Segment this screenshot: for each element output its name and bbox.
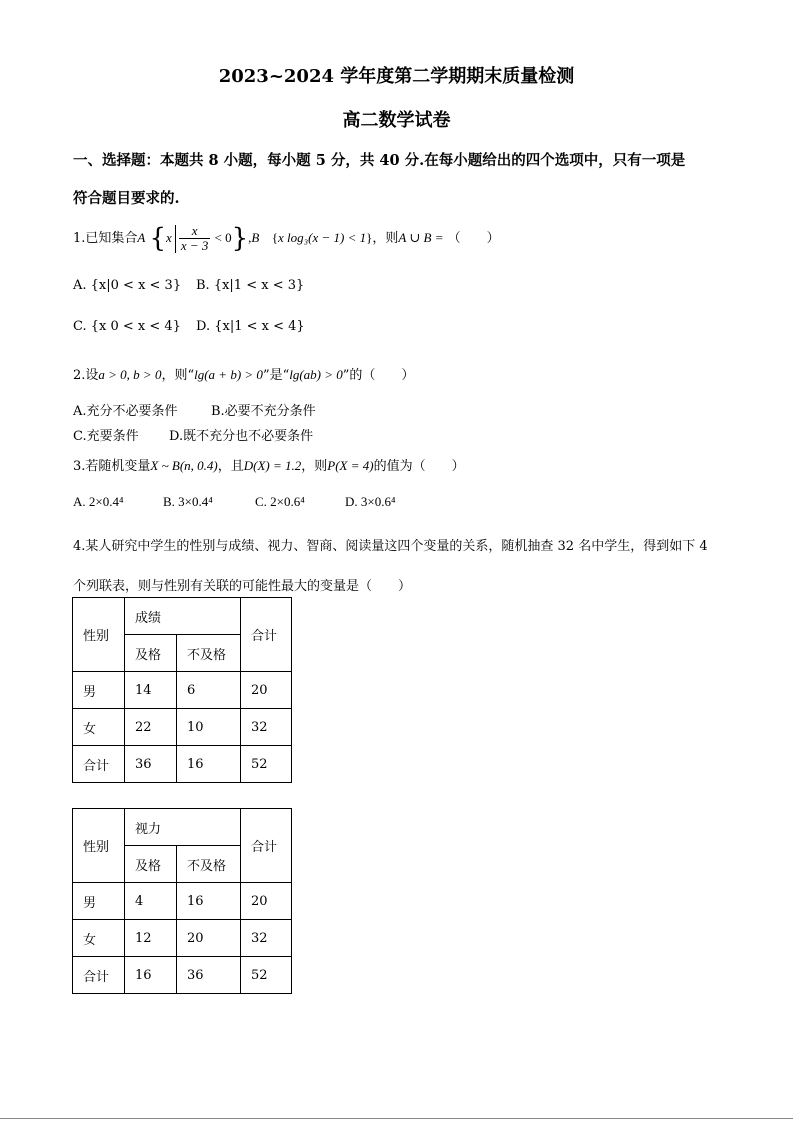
q3-option-a: A. 2×0.4⁴ xyxy=(73,494,124,509)
table2-row-label: 合计 xyxy=(73,957,125,994)
q1-option-c: C. {x 0 < x < 4} xyxy=(73,319,181,334)
table1-sub-pass: 及格 xyxy=(125,635,177,672)
table-row xyxy=(73,883,292,920)
contingency-table-vision xyxy=(72,808,292,994)
question-4-line2: 个列联表，则与性别有关联的可能性最大的变量是（ ） xyxy=(73,579,412,594)
q2-option-b: B.必要不充分条件 xyxy=(211,404,316,419)
q1-fraction xyxy=(179,224,211,254)
q2-p1: lg(a + b) > 0 xyxy=(194,367,263,382)
table1-row-label: 女 xyxy=(73,709,125,746)
table2-row-label: 男 xyxy=(73,883,125,920)
q3-mid2: ，则 xyxy=(301,459,328,474)
q1-set-a-name: A xyxy=(137,230,146,245)
question-3 xyxy=(73,455,465,474)
table1-cell: 36 xyxy=(125,746,177,783)
q2-prefix: 2.设 xyxy=(73,368,99,383)
set-bar-icon xyxy=(175,225,176,253)
table2-cell: 20 xyxy=(241,883,292,920)
table2-cell: 36 xyxy=(177,957,241,994)
table1-cell: 10 xyxy=(177,709,241,746)
table-row xyxy=(73,957,292,994)
q2-mid1: ，则“ xyxy=(161,368,195,383)
table2-cell: 16 xyxy=(177,883,241,920)
q1-frac-num: x xyxy=(179,224,211,239)
q3-var: D(X) = 1.2 xyxy=(243,458,302,473)
question-2 xyxy=(73,364,414,383)
table1-cell: 6 xyxy=(177,672,241,709)
table1-cell: 16 xyxy=(177,746,241,783)
q3-mid1: ，且 xyxy=(217,459,244,474)
table2-cell: 20 xyxy=(177,920,241,957)
q1-option-d: D. {x|1 < x < 4} xyxy=(196,319,305,334)
table2-corner: 性别 xyxy=(73,809,125,883)
q1-set-b-name: B xyxy=(251,230,260,245)
q2-cond: a > 0, b > 0 xyxy=(98,367,162,382)
table2-group-header: 视力 xyxy=(125,809,241,846)
q1-frac-den: x − 3 xyxy=(180,238,209,253)
table2-total-header: 合计 xyxy=(241,809,292,883)
q3-dist: X ~ B(n, 0.4) xyxy=(150,458,218,473)
q1-blank: （ ） xyxy=(447,231,500,246)
table2-cell: 4 xyxy=(125,883,177,920)
table2-cell: 12 xyxy=(125,920,177,957)
page-bottom-divider xyxy=(0,1118,793,1119)
section-heading-line2: 符合题目要求的. xyxy=(73,190,180,207)
table-row xyxy=(73,746,292,783)
q2-p2: lg(ab) > 0 xyxy=(289,367,343,382)
table2-sub-pass: 及格 xyxy=(125,846,177,883)
left-brace-icon: { xyxy=(149,223,167,254)
q1-set-b-cond: x log₃(x − 1) < 1 xyxy=(278,230,367,245)
table2-cell: 16 xyxy=(125,957,177,994)
q2-tail: ”的（ ） xyxy=(342,368,415,383)
q1-expr: A ∪ B = xyxy=(398,230,444,245)
table1-sub-fail: 不及格 xyxy=(177,635,241,672)
q2-option-a: A.充分不必要条件 xyxy=(73,404,178,419)
q3-tail: 的值为（ ） xyxy=(373,459,465,474)
table1-cell: 32 xyxy=(241,709,292,746)
question-4-line1: 4.某人研究中学生的性别与成绩、视力、智商、阅读量这四个变量的关系，随机抽查 32 名中学生，得到如下 4 xyxy=(73,539,708,554)
table1-total-header: 合计 xyxy=(241,598,292,672)
q3-option-c: C. 2×0.6⁴ xyxy=(255,494,305,509)
q2-mid2: ”是“ xyxy=(262,368,290,383)
q1-set-a-var: x xyxy=(166,230,172,245)
question-1: 1.已知集合A {x $\frac{x}{x - 3}$ < 0},B {x log₃(x − 1) < 1}，则A ∪ B = （ ） xyxy=(73,222,500,254)
q2-option-c: C.充要条件 xyxy=(73,429,139,444)
page-subtitle: 高二数学试卷 xyxy=(342,110,451,131)
table1-row-label: 合计 xyxy=(73,746,125,783)
table2-sub-fail: 不及格 xyxy=(177,846,241,883)
q3-option-b: B. 3×0.4⁴ xyxy=(163,494,213,509)
contingency-table-score xyxy=(72,597,292,783)
table1-cell: 52 xyxy=(241,746,292,783)
q1-prefix: 1.已知集合 xyxy=(73,231,138,246)
right-brace-icon: } xyxy=(231,223,249,254)
table-row xyxy=(73,709,292,746)
table1-cell: 22 xyxy=(125,709,177,746)
table1-cell: 20 xyxy=(241,672,292,709)
page-title: 2023~2024 学年度第二学期期末质量检测 xyxy=(218,66,575,87)
section-heading-line1: 一、选择题：本题共 8 小题，每小题 5 分，共 40 分.在每小题给出的四个选项中，只有一项是 xyxy=(73,152,686,169)
q1-option-a: A. {x|0 < x < 3} xyxy=(73,278,182,293)
q1-tail: ，则 xyxy=(372,231,399,246)
table-row xyxy=(73,672,292,709)
table1-cell: 14 xyxy=(125,672,177,709)
table2-cell: 52 xyxy=(241,957,292,994)
q3-prob: P(X = 4) xyxy=(327,458,374,473)
table2-row-label: 女 xyxy=(73,920,125,957)
q3-option-d: D. 3×0.6⁴ xyxy=(345,494,396,509)
q3-prefix: 3.若随机变量 xyxy=(73,459,151,474)
q1-option-b: B. {x|1 < x < 3} xyxy=(196,278,305,293)
table-row xyxy=(73,920,292,957)
q2-option-d: D.既不充分也不必要条件 xyxy=(169,429,314,444)
table1-corner: 性别 xyxy=(73,598,125,672)
table1-row-label: 男 xyxy=(73,672,125,709)
table2-cell: 32 xyxy=(241,920,292,957)
table1-group-header: 成绩 xyxy=(125,598,241,635)
q1-set-a-cond: < 0 xyxy=(214,230,232,245)
